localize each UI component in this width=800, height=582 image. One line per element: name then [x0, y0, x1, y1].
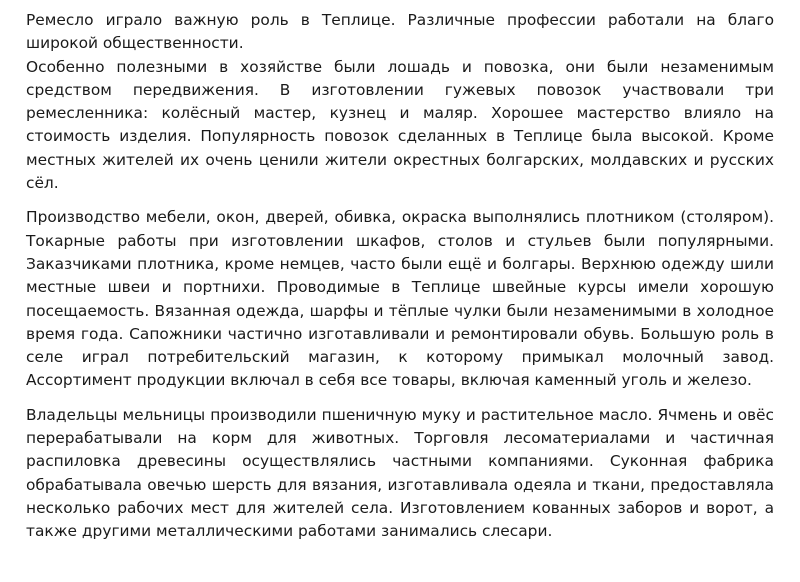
paragraph-wagons: Особенно полезными в хозяйстве были лошадь и повозка, они были незаменимым средством передвижения. В изготовлении гужевых повозок участвовали три ремесленника: колёсный мастер, кузнец и маляр. Хорошее мастерство влияло на стоимость изделия. Популярность повозок сделанных в Теплице была высокой. Кроме местных жителей их очень ценили жители окрестных болгарских, молдавских и русских сёл. — [26, 57, 774, 193]
paragraph-mill-trade: Владельцы мельницы производили пшеничную муку и растительное масло. Ячмень и овёс перерабатывали на корм для животных. Торговля лесоматериалами и частичная распиловка древесины осуществлялись частными компаниями. Суконная фабрика обрабатывала овечью шерсть для вязания, изготавливала одеяла и ткани, предоставляла несколько рабочих мест для жителей села. Изготовлением кованных заборов и ворот, а также другими металлическими работами занимались слесари. — [26, 405, 774, 541]
paragraph-furniture-clothing: Производство мебели, окон, дверей, обивка, окраска выполнялись плотником (столяром). Токарные работы при изготовлении шкафов, столов и стульев были популярными. Заказчиками плотника, кроме немцев, часто были ещё и болгары. Верхнюю одежду шили местные швеи и портнихи. Проводимые в Теплице швейные курсы имели хорошую посещаемость. Вязанная одежда, шарфы и тёплые чулки были незаменимыми в холодное время года. Сапожники частично изготавливали и ремонтировали обувь. Большую роль в селе играл потребительский магазин, к которому примыкал молочный завод. Ассортимент продукции включал в себя все товары, включая каменный уголь и железо. — [26, 208, 774, 390]
paragraph-intro: Ремесло играло важную роль в Теплице. Различные профессии работали на благо широкой общественности. — [26, 11, 774, 53]
